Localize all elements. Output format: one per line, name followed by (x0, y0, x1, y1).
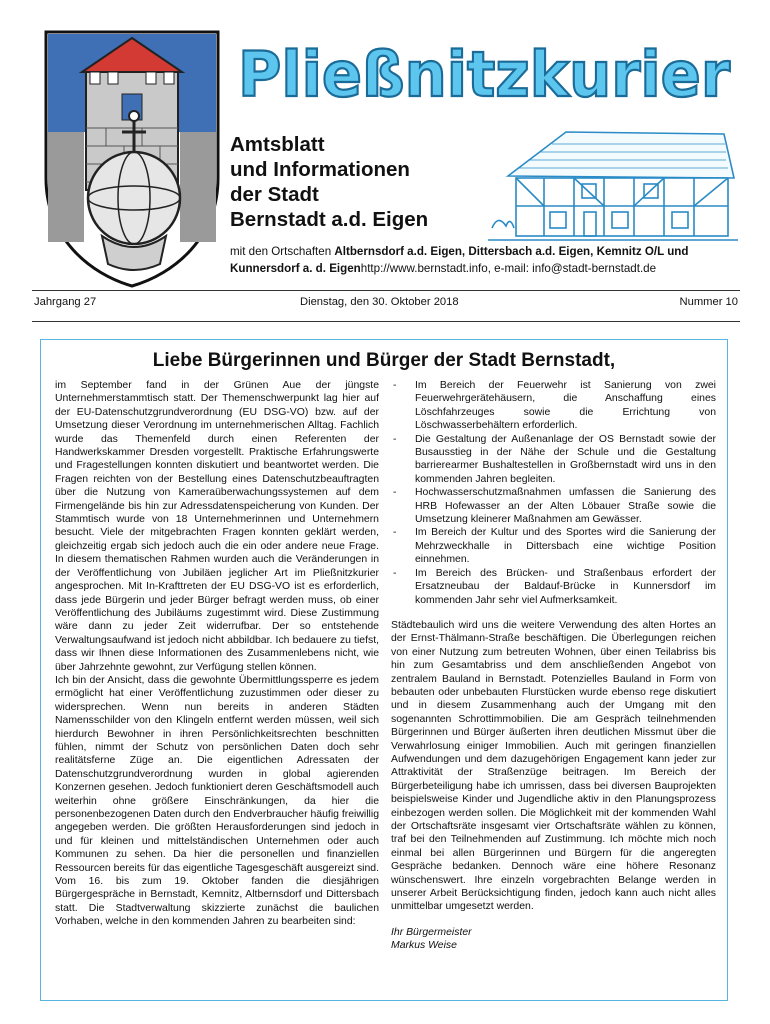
subtitle-line: Amtsblatt (230, 133, 325, 156)
list-item-text: Im Bereich der Feuerwehr ist Sanierung von zwei Feuerwehrgerätehäusern, die Anschaffung eines Löschfahrzeuges sowie die Errichtung von Löschwasserbehältern erforderlich. (415, 380, 716, 432)
mayor-letter (40, 339, 728, 1001)
bullet-marker: - (393, 380, 397, 391)
subtitle-line: und Informationen (230, 158, 410, 181)
list-item-text: Im Bereich der Kultur und des Sportes wird die Sanierung der Mehrzweckhalle in Dittersbach eine wichtige Position einnehmen. (415, 527, 716, 566)
timber-frame-house-illustration (488, 118, 738, 246)
issue-volume: Jahrgang 27 (34, 296, 97, 308)
signature-role: Ihr Bürgermeister (391, 926, 472, 938)
bullet-marker: - (393, 433, 397, 445)
letter-paragraph: Städtebaulich wird uns die weitere Verwendung des alten Hortes an der Ernst-Thälmann-Straße beschäftigen. Die Überlegungen reichen von einer Nutzung zum betreuten Wohnen, über einen Teilabriss bis hin zum Gesamtabriss und dem anschließenden Angebot von zentralem Bauland in Bernstadt. Potenzielles Bauland in Form von bebauten oder unbebauten Flurstücken wurde ebenso rege diskutiert und in diesem Zusammenhang auch der Umgang mit den sogenannten Schrottimmobilien. Die am Gespräch teilnehmenden Bürgerinnen und Bürger äußerten ihren deutlichen Missmut über die Verwahrlosung einiger Immobilien. Auch mit geringen finanziellen Aufwendungen und dem dazugehörigen Engagement kann jeder zur Attraktivität der Straßenzüge beitragen. Im Bereich der Bürgerbeteiligung habe ich umrissen, dass bei diversen Bauprojekten beispielsweise Kinder und Jugendliche aktiv in den Planungsprozess einbezogen werden sollen. Die Möglichkeit mit der kommenden Wahl der Ortschaftsräte insgesamt vier Ortschaftsräte wählen zu können, traf bei den Teilnehmenden auf Zustimmung. Ich möchte mich noch einmal bei allen Bürgerinnen und Bürgern für die angeregten Gespräche bedanken. Dennoch wäre eine höhere Resonanz wünschenswert. Ihre einzeln vorgebrachten Belange werden in unserer Arbeit Berücksichtigung finden, jedoch kann auch nicht alles unmittelbar umgesetzt werden. (391, 619, 716, 913)
list-item-text: Die Gestaltung der Außenanlage der OS Bernstadt sowie der Busausstieg in der Nähe der Schule und die Gestaltung barrierearmer Bushaltestellen in Großbernstadt wird uns in den kommenden Jahren begleiten. (415, 433, 716, 485)
bullet-marker: - (393, 567, 397, 579)
letter-paragraph: Ich bin der Ansicht, dass die gewohnte Übermittlungssperre es jedem ermöglicht hat einer Veröffentlichung zuzustimmen oder dieser zu widersprechen. Wenn nun bereits in anderen Städten Namensschilder von den Klingeln entfernt werden müssen, weil sich hierdurch Bewohner in ihren Persönlichkeitsrechten beschnitten fühlen, nimmt der Schutz von persönlichen Daten doch sehr realitätsferne Züge an. Die eigentlichen Adressaten der Datenschutzgrundverordnung wurden in global agierenden Konzernen gesehen. Jedoch funktioniert deren Geschäftsmodell auch weiterhin ohne größere Einschränkungen, da hier die personenbezogenen Daten durch den Endverbraucher häufig freiwillig angegeben werden. Die größten Herausforderungen sind jedoch in und für kleinen und mittelständischen Unternehmen oder auch Kommunen zu sehen. Da hier die personellen und finanziellen Ressourcen bereits für das eigentliche Tagesgeschäft ausgereizt sind. Vom 16. bis zum 19. Oktober fanden die diesjährigen Bürgergespräche in Bernstadt, Kemnitz, Altbernsdorf und Dittersbach statt. Die Stadtverwaltung skizzierte zunächst die baulichen Vorhaben, welche in den kommenden Jahren zu bearbeiten sind: (55, 674, 379, 928)
towns-prefix: mit den Ortschaften (230, 245, 335, 258)
list-item (391, 433, 716, 487)
masthead-title (234, 34, 734, 110)
signature-name: Markus Weise (391, 940, 457, 952)
letter-title: Liebe Bürgerinnen und Bürger der Stadt Bernstadt, (152, 350, 616, 371)
subtitle-line: Bernstadt a.d. Eigen (230, 208, 429, 231)
project-list (391, 379, 716, 607)
letter-column-left (55, 379, 379, 929)
publication-subtitle (230, 132, 500, 232)
list-item-text: Hochwasserschutzmaßnahmen umfassen die Sanierung des HRB Hofewasser an der Alten Löbauer Straße sowie die Umsetzung kleinerer Maßnahmen am Gewässer. (415, 487, 716, 526)
spacer (391, 607, 716, 619)
list-item (391, 567, 716, 607)
list-item (391, 379, 716, 433)
list-item (391, 486, 716, 526)
divider (32, 290, 740, 291)
letter-paragraph: im September fand in der Grünen Aue der jüngste Unternehmerstammtisch statt. Der Themenschwerpunkt lag hier auf der EU-Datenschutzgrundverordnung (EU DSG-VO) bzw. auf der Umsetzung dieser Verordnung im unternehmerischen Alltag. Fachlich wurde das Themenfeld durch einen Referenten der Handwerkskammer Dresden vorgestellt. Praktische Erfahrungswerte und Fragestellungen konnten diskutiert und beantwortet werden. Die Fragen reichten von der Bestellung eines Datenschutzbeauftragten über die Nutzung von Kameraüberwachungssystemen auf dem Firmengelände bis hin zur Adressdatenspeicherung von Kunden. Der Stammtisch wurde von 18 Unternehmerinnen und Unternehmern besucht. Viele der mitgebrachten Fragen konnten geklärt werden, gleichzeitig ergab sich jedoch auch die ein oder andere neue Frage. In diesem thematischen Rahmen wurden auch die Veränderungen in der Veröffentlichung von Jubiläen jeglicher Art im Pließnitzkurier angesprochen. Mit In-Krafttreten der EU DSG-VO ist es erforderlich, dass jede Bürgerin und jeder Bürger befragt werden muss, ob einer Veröffentlichung des Jubiläums zugestimmt wird. Diese Zustimmung wäre dann zu jeder Zeit widerrufbar. Der so entstehende Verwaltungsaufwand ist jedoch nicht abbildbar. Ich bedauere zu tiefst, dass wir Ihnen diese Informationen des Zusammenlebens nicht, wie über Jahrzehnte gewohnt, zur Verfügung stellen können. (55, 380, 379, 673)
list-item-text: Im Bereich des Brücken- und Straßenbaus erfordert der Ersatzneubau der Baldauf-Brücke in Kunnersdorf im kommenden Jahr sehr viel Aufmerksamkeit. (415, 567, 716, 606)
signature (391, 926, 716, 953)
issue-number: Nummer 10 (679, 296, 738, 308)
bullet-marker: - (393, 487, 397, 499)
coat-of-arms-icon (42, 28, 222, 290)
list-item (391, 526, 716, 566)
masthead-text: Pließnitzkurier (238, 38, 731, 110)
divider (32, 321, 740, 322)
contact-info: http://www.bernstadt.info, e-mail: info@stadt-bernstadt.de (360, 262, 657, 275)
issue-bar (34, 296, 738, 312)
bullet-marker: - (393, 527, 397, 539)
issue-date: Dienstag, den 30. Oktober 2018 (300, 296, 459, 308)
letter-column-right (391, 379, 716, 953)
subtitle-line: der Stadt (230, 183, 319, 206)
towns-list: Altbernsdorf a.d. Eigen, Dittersbach a.d. Eigen, Kemnitz O/L und Kunnersdorf a. d. Eigen (230, 245, 689, 275)
towns-and-contact (230, 243, 740, 277)
